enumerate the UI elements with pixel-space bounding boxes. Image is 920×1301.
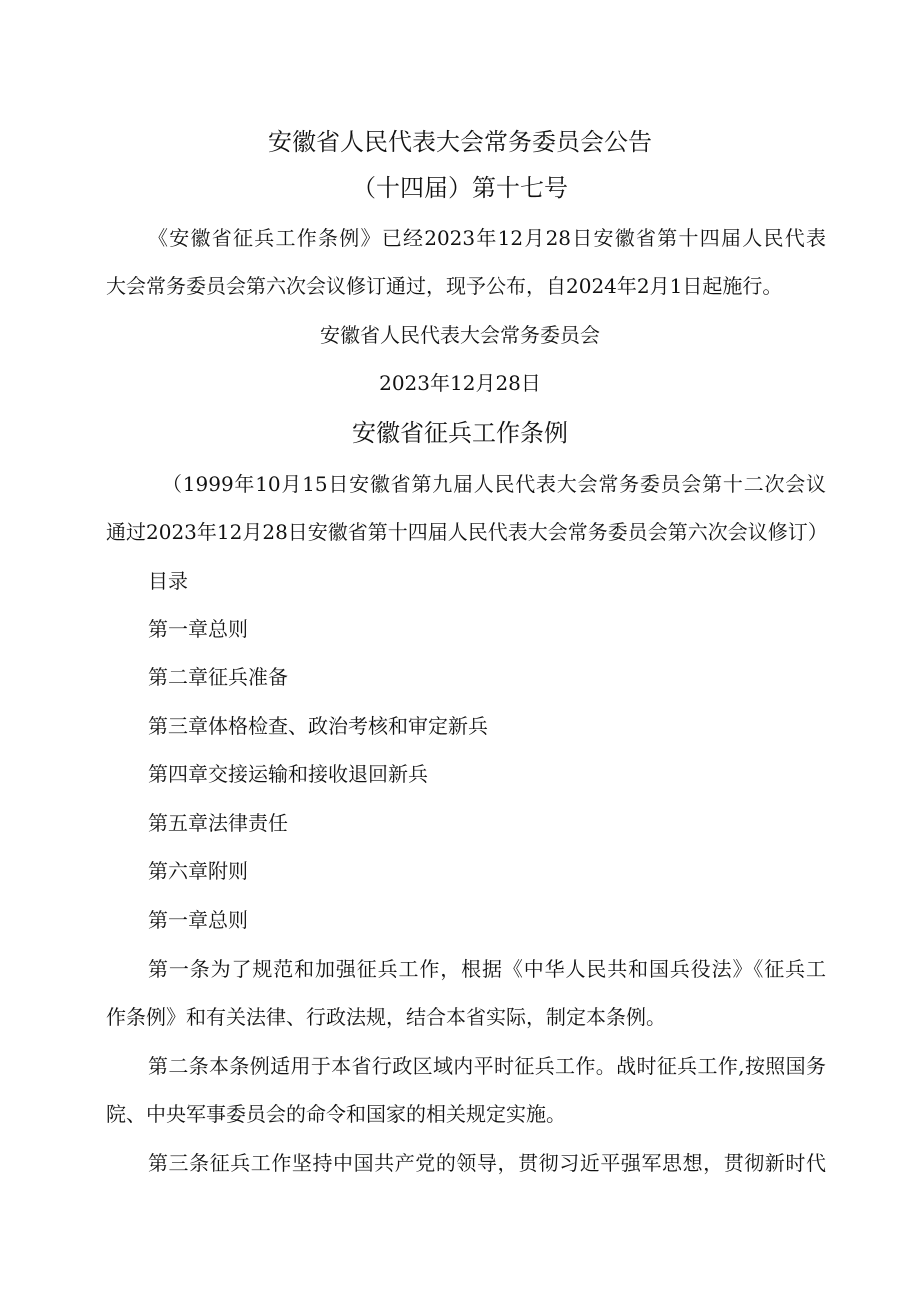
article-1-line-2: 作条例》和有关法律、行政法规，结合本省实际，制定本条例。 [106, 1005, 666, 1029]
announcement-date: 2023年12月28日 [379, 371, 541, 395]
toc-item: 第三章体格检查、政治考核和审定新兵 [148, 714, 488, 738]
chapter-1-heading: 第一章总则 [148, 908, 248, 932]
announcement-body-line-2: 大会常务委员会第六次会议修订通过，现予公布，自2024年2月1日起施行。 [106, 274, 783, 298]
toc-heading: 目录 [148, 569, 188, 593]
article-2-line-2: 院、中央军事委员会的命令和国家的相关规定实施。 [106, 1102, 566, 1126]
toc-item: 第六章附则 [148, 859, 248, 883]
regulation-history-line-2: 通过2023年12月28日安徽省第十四届人民代表大会常务委员会第六次会议修订） [106, 520, 828, 544]
regulation-title: 安徽省征兵工作条例 [352, 419, 568, 447]
announcement-title: 安徽省人民代表大会常务委员会公告 [268, 128, 652, 156]
announcement-body-line-1: 《安徽省征兵工作条例》已经2023年12月28日安徽省第十四届人民代表 [148, 226, 826, 250]
article-1-line-1: 第一条为了规范和加强征兵工作，根据《中华人民共和国兵役法》《征兵工 [148, 957, 826, 981]
article-2-line-1: 第二条本条例适用于本省行政区域内平时征兵工作。战时征兵工作,按照国务 [148, 1054, 826, 1078]
article-3-line-1: 第三条征兵工作坚持中国共产党的领导，贯彻习近平强军思想，贯彻新时代 [148, 1151, 826, 1175]
toc-item: 第二章征兵准备 [148, 665, 288, 689]
toc-item: 第四章交接运输和接收退回新兵 [148, 762, 428, 786]
toc-item: 第一章总则 [148, 617, 248, 641]
announcement-issuer: 安徽省人民代表大会常务委员会 [320, 323, 600, 347]
announcement-number: （十四届）第十七号 [352, 174, 568, 202]
regulation-history-line-1: （1999年10月15日安徽省第九届人民代表大会常务委员会第十二次会议 [162, 472, 826, 496]
toc-item: 第五章法律责任 [148, 811, 288, 835]
